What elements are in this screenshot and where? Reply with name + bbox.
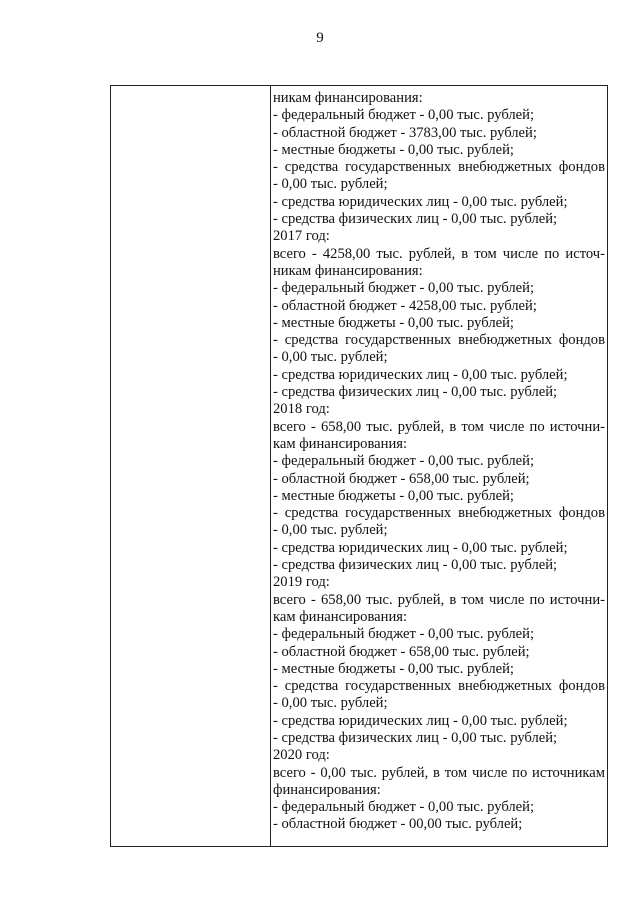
- text-line: - средства юридических лиц - 0,00 тыс. рублей;: [273, 366, 568, 383]
- text-line: - средства государственных внебюджетных фондов: [273, 332, 605, 349]
- text-line: - местные бюджеты - 0,00 тыс. рублей;: [273, 487, 514, 504]
- text-line: - средства юридических лиц - 0,00 тыс. рублей;: [273, 712, 568, 729]
- text-line: всего - 658,00 тыс. рублей, в том числе по источни-: [273, 591, 605, 608]
- document-table: [110, 85, 608, 847]
- text-line: - средства государственных внебюджетных фондов: [273, 159, 605, 176]
- text-line: - средства юридических лиц - 0,00 тыс. рублей;: [273, 193, 568, 210]
- text-line: - 0,00 тыс. рублей;: [273, 176, 388, 193]
- text-line: - средства физических лиц - 0,00 тыс. рублей;: [273, 557, 558, 574]
- text-line: - 0,00 тыс. рублей;: [273, 695, 388, 712]
- text-line: - федеральный бюджет - 0,00 тыс. рублей;: [273, 453, 535, 470]
- text-line: - местные бюджеты - 0,00 тыс. рублей;: [273, 314, 514, 331]
- text-line: - 0,00 тыс. рублей;: [273, 349, 388, 366]
- text-line: кам финансирования:: [273, 608, 408, 625]
- text-line: - средства государственных внебюджетных фондов: [273, 505, 605, 522]
- text-line: всего - 0,00 тыс. рублей, в том числе по источникам: [273, 764, 605, 781]
- text-line: 2018 год:: [273, 401, 330, 418]
- text-line: никам финансирования:: [273, 90, 423, 106]
- text-line: - средства физических лиц - 0,00 тыс. рублей;: [273, 729, 558, 746]
- text-line: - федеральный бюджет - 0,00 тыс. рублей;: [273, 799, 535, 816]
- table-cell-content: [271, 86, 608, 847]
- text-line: никам финансирования:: [273, 262, 423, 279]
- text-line: - средства физических лиц - 0,00 тыс. рублей;: [273, 211, 558, 228]
- text-line: - средства государственных внебюджетных фондов: [273, 678, 605, 695]
- text-line: - областной бюджет - 658,00 тыс. рублей;: [273, 643, 530, 660]
- text-line: - местные бюджеты - 0,00 тыс. рублей;: [273, 660, 514, 677]
- text-line: - местные бюджеты - 0,00 тыс. рублей;: [273, 141, 514, 158]
- text-line: финансирования:: [273, 781, 381, 798]
- text-line: - 0,00 тыс. рублей;: [273, 522, 388, 539]
- text-line: - федеральный бюджет - 0,00 тыс. рублей;: [273, 626, 535, 643]
- table-cell-label: [111, 86, 271, 847]
- funding-text-block: [271, 86, 607, 834]
- text-line: - средства физических лиц - 0,00 тыс. рублей;: [273, 384, 558, 401]
- text-line: всего - 4258,00 тыс. рублей, в том числе по источ-: [273, 245, 605, 262]
- table-row: [111, 86, 608, 847]
- text-line: - областной бюджет - 4258,00 тыс. рублей;: [273, 297, 537, 314]
- text-line: - федеральный бюджет - 0,00 тыс. рублей;: [273, 107, 535, 124]
- text-line: 2020 год:: [273, 747, 330, 764]
- text-line: - федеральный бюджет - 0,00 тыс. рублей;: [273, 280, 535, 297]
- text-line: - средства юридических лиц - 0,00 тыс. рублей;: [273, 539, 568, 556]
- text-line: - областной бюджет - 3783,00 тыс. рублей;: [273, 124, 537, 141]
- text-line: - областной бюджет - 00,00 тыс. рублей;: [273, 816, 523, 833]
- page-number: 9: [316, 30, 324, 46]
- text-line: 2019 год:: [273, 574, 330, 591]
- text-line: кам финансирования:: [273, 435, 408, 452]
- text-line: - областной бюджет - 658,00 тыс. рублей;: [273, 470, 530, 487]
- text-line: всего - 658,00 тыс. рублей, в том числе по источни-: [273, 418, 605, 435]
- text-line: 2017 год:: [273, 228, 330, 245]
